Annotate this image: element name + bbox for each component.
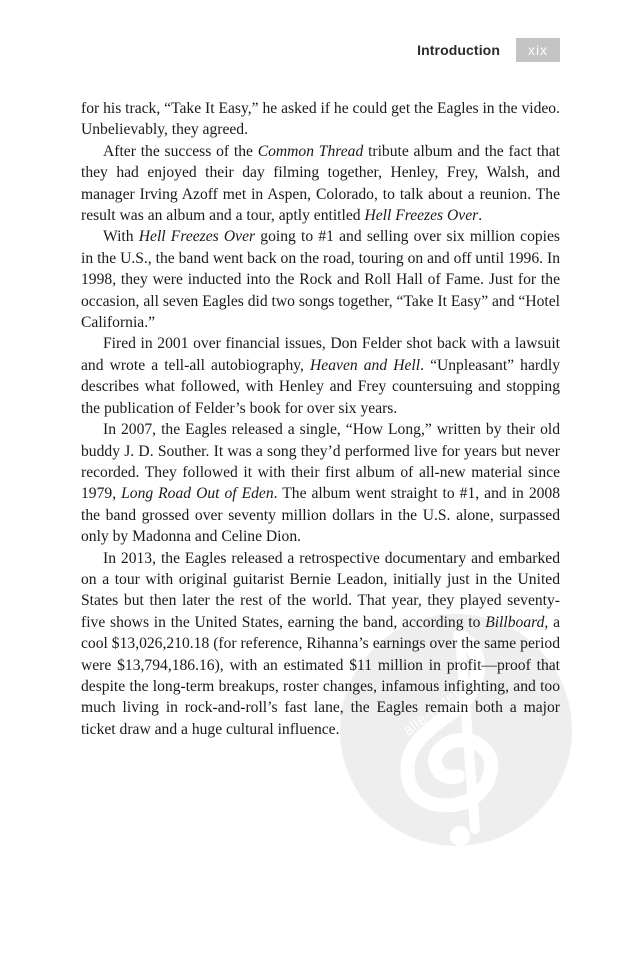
- paragraph: [81, 548, 560, 741]
- album-title: Common Thread: [257, 142, 364, 160]
- text-run: In 2007, the Eagles released a single, “How Long,” written by their old buddy J. D. Souther. It was a song they’d performed live for years but never recorded. They followed it with their first album of all-new material since 1979,: [81, 421, 560, 503]
- text-run: going to #1 and selling over six million copies in the U.S., the band went back on the road, touring on and off until 1996. In 1998, they were inducted into the Rock and Roll Hall of Fame. Just for the occasion, all seven Eagles did two songs together, “Take It Easy” and “Hotel California.”: [81, 228, 560, 332]
- paragraph: [81, 419, 560, 547]
- text-run: With: [103, 228, 139, 246]
- paragraph: [81, 333, 560, 419]
- text-run: .: [478, 207, 483, 225]
- album-title: Hell Freezes Over: [138, 228, 256, 246]
- album-title: Long Road Out of Eden: [121, 485, 274, 503]
- text-run: for his track, “Take It Easy,” he asked if he could get the Eagles in the video. Unbelievably, they agreed.: [81, 100, 560, 139]
- book-title: Heaven and Hell: [310, 356, 421, 374]
- text-run: After the success of the: [103, 142, 258, 160]
- text-run: . The album went straight to #1, and in 2008 the band grossed over seventy million dollars in the U.S. alone, surpassed only by Madonna and Celine Dion.: [81, 485, 561, 546]
- paragraph: [81, 98, 560, 141]
- text-run: , a cool $13,026,210.18 (for reference, Rihanna’s earnings over the same period were $13,794,186.16), with an estimated $11 million in profit—proof that despite the long-term breakups, roster changes, infamous infighting, and too much living in rock-and-roll’s fast lane, the Eagles remain both a major ticket draw and a huge cultural influence.: [81, 613, 561, 738]
- text-run: . “Unpleasant” hardly describes what followed, with Henley and Frey countersuing and stopping the publication of Felder’s book for over six years.: [81, 356, 560, 417]
- page-number: xix: [516, 38, 560, 62]
- paragraph: [81, 141, 560, 227]
- chapter-title: Introduction: [417, 42, 500, 58]
- running-header: [417, 38, 560, 62]
- body-text: [81, 98, 560, 740]
- watermark-text: alle-noten.de: [400, 668, 484, 740]
- album-title: Hell Freezes Over: [364, 207, 479, 225]
- text-run: In 2013, the Eagles released a retrospective documentary and embarked on a tour with original guitarist Bernie Leadon, initially just in the United States but then later the rest of the world. That year, they played seventy-five shows in the United States, earning the band, according to: [81, 549, 560, 631]
- paragraph: [81, 226, 560, 333]
- text-run: tribute album and the fact that they had enjoyed their day filming together, Henley, Frey, Walsh, and manager Irving Azoff met in Aspen, Colorado, to talk about a reunion. The result was an album and a tour, aptly entitled: [81, 142, 561, 225]
- text-run: Fired in 2001 over financial issues, Don Felder shot back with a lawsuit and wrote a tell-all autobiography,: [81, 335, 560, 374]
- publication-title: Billboard: [485, 613, 545, 631]
